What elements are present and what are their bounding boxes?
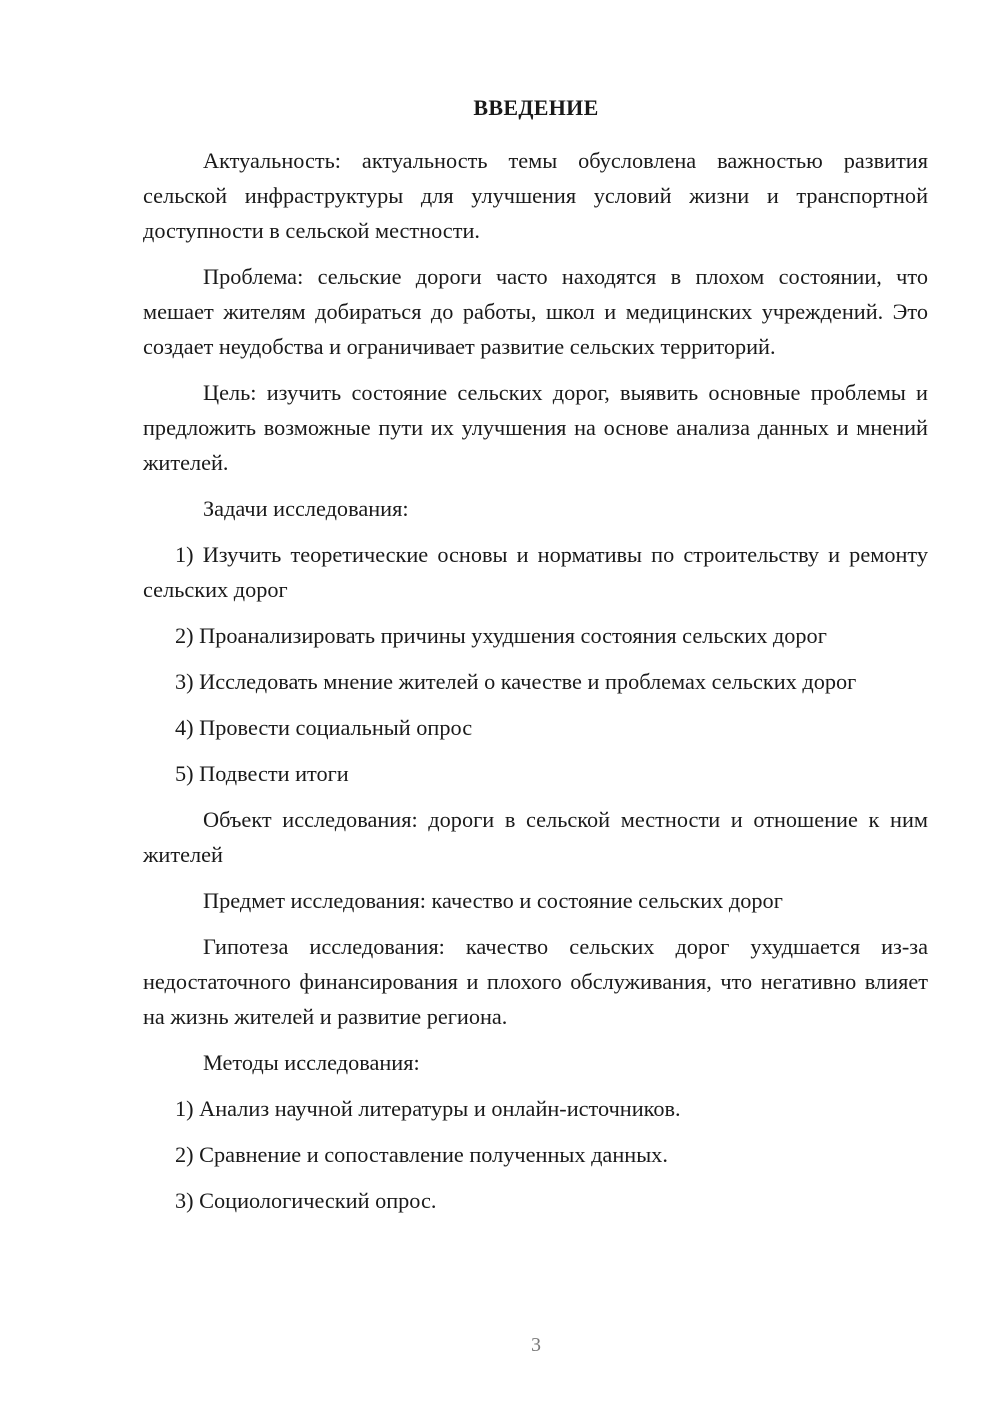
task-item-5: 5) Подвести итоги bbox=[175, 761, 349, 786]
task-item-1: 1) Изучить теоретические основы и нормативы по строительству и ремонту сельских дорог bbox=[143, 542, 928, 602]
paragraph-goal: Цель: изучить состояние сельских дорог, выявить основные проблемы и предложить возможные пути их улучшения на основе анализа данных и мнений жителей. bbox=[143, 380, 928, 475]
task-item-3: 3) Исследовать мнение жителей о качестве и проблемах сельских дорог bbox=[175, 669, 857, 694]
method-item-2: 2) Сравнение и сопоставление полученных данных. bbox=[175, 1142, 668, 1167]
paragraph-subject: Предмет исследования: качество и состояние сельских дорог bbox=[203, 888, 783, 913]
section-title: ВВЕДЕНИЕ bbox=[473, 95, 599, 120]
paragraph-problem: Проблема: сельские дороги часто находятся в плохом состоянии, что мешает жителям добираться до работы, школ и медицинских учреждений. Это создает неудобства и ограничивает развитие сельских территорий. bbox=[143, 264, 928, 359]
paragraph-object: Объект исследования: дороги в сельской местности и отношение к ним жителей bbox=[143, 807, 928, 867]
tasks-heading: Задачи исследования: bbox=[203, 496, 409, 521]
task-item-2: 2) Проанализировать причины ухудшения состояния сельских дорог bbox=[175, 623, 827, 648]
task-item-4: 4) Провести социальный опрос bbox=[175, 715, 473, 740]
method-item-1: 1) Анализ научной литературы и онлайн-источников. bbox=[175, 1096, 681, 1121]
paragraph-relevance: Актуальность: актуальность темы обусловлена важностью развития сельской инфраструктуры для улучшения условий жизни и транспортной доступности в сельской местности. bbox=[143, 148, 928, 243]
methods-heading: Методы исследования: bbox=[203, 1050, 420, 1075]
method-item-3: 3) Социологический опрос. bbox=[175, 1188, 437, 1213]
page-number: 3 bbox=[531, 1334, 541, 1356]
paragraph-hypothesis: Гипотеза исследования: качество сельских дорог ухудшается из-за недостаточного финансирования и плохого обслуживания, что негативно влияет на жизнь жителей и развитие региона. bbox=[143, 934, 928, 1029]
document-body bbox=[143, 143, 928, 1229]
